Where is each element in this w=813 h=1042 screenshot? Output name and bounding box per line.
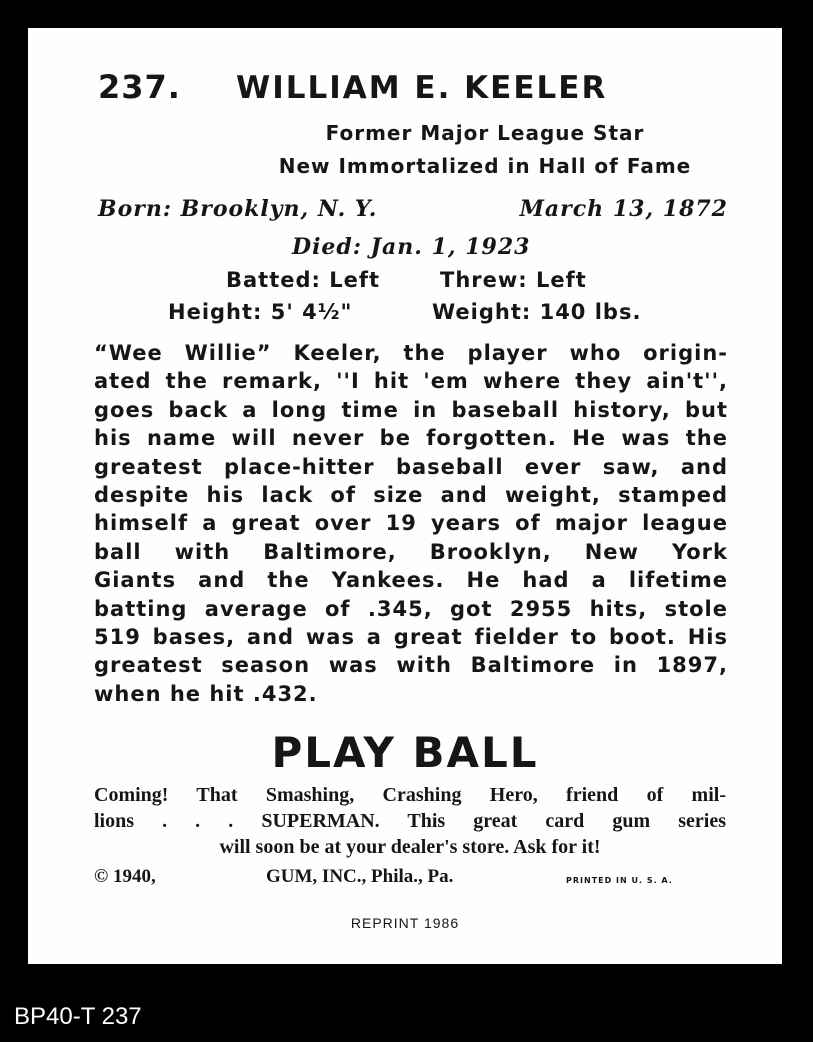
bio-line: Giants and the Yankees. He had a lifetime (94, 568, 728, 593)
player-name: WILLIAM E. KEELER (236, 70, 608, 106)
born-date: March 13, 1872 (519, 196, 728, 222)
printed-in-usa: PRINTED IN U. S. A. (566, 876, 673, 885)
subtitle-line-2: New Immortalized in Hall of Fame (278, 154, 692, 178)
play-ball-heading: PLAY BALL (271, 728, 539, 777)
weight-stat: Weight: 140 lbs. (432, 300, 642, 324)
bio-line: greatest season was with Baltimore in 1897, (94, 653, 728, 678)
bio-line: ball with Baltimore, Brooklyn, New York (94, 539, 728, 564)
bio-line: batting average of .345, got 2955 hits, stole (94, 596, 728, 621)
promo-line: will soon be at your dealer's store. Ask for it! (219, 836, 601, 858)
reprint-note: REPRINT 1986 (350, 915, 460, 931)
died-date: Died: Jan. 1, 1923 (292, 234, 531, 260)
card-number: 237. (98, 68, 181, 106)
bio-line: himself a great over 19 years of major league (94, 511, 728, 536)
bio-line: when he hit .432. (94, 681, 318, 706)
height-stat: Height: 5' 4½" (168, 300, 353, 324)
threw-stat: Threw: Left (440, 268, 587, 292)
bio-line: greatest place-hitter baseball ever saw, and (94, 454, 728, 479)
bio-line: 519 bases, and was a great fielder to boot. His (94, 624, 728, 649)
copyright-year: © 1940, (94, 866, 156, 887)
publisher: GUM, INC., Phila., Pa. (266, 866, 454, 887)
subtitle-line-1: Former Major League Star (325, 121, 645, 145)
bio-line: ated the remark, ''I hit 'em where they ain't'', (94, 369, 728, 394)
bio-line: despite his lack of size and weight, stamped (94, 482, 728, 507)
bio-line: goes back a long time in baseball history, but (94, 397, 728, 422)
born-place: Born: Brooklyn, N. Y. (98, 196, 378, 222)
catalog-caption: BP40-T 237 (14, 1003, 142, 1030)
batted-stat: Batted: Left (226, 268, 381, 292)
promo-line: Coming! That Smashing, Crashing Hero, friend of mil- (94, 784, 726, 806)
bio-line: his name will never be forgotten. He was the (94, 426, 728, 451)
card-back (28, 28, 782, 964)
superman-promo (94, 782, 726, 860)
biography (94, 339, 728, 708)
bio-line: “Wee Willie” Keeler, the player who origin- (94, 341, 728, 365)
promo-line: lions . . . SUPERMAN. This great card gum series (94, 810, 726, 832)
